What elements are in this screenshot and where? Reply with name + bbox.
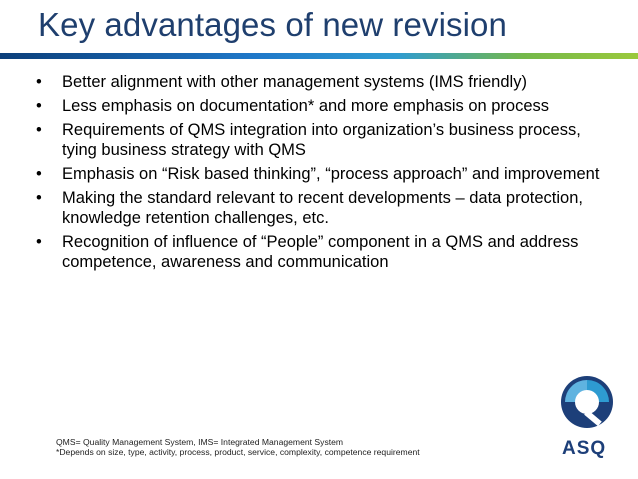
asq-logo-text: ASQ xyxy=(562,438,607,459)
footnote-asterisk: *Depends on size, type, activity, process, product, service, complexity, competence requirement xyxy=(56,447,420,457)
footnote xyxy=(56,437,420,457)
bullet-list xyxy=(36,72,616,276)
slide-title: Key advantages of new revision xyxy=(38,6,507,43)
footnote-abbreviations: QMS= Quality Management System, IMS= Integrated Management System xyxy=(56,437,344,447)
bullet-text: Emphasis on “Risk based thinking”, “process approach” and improvement xyxy=(62,165,600,183)
bullet-marker: • xyxy=(36,189,42,207)
bullet-marker: • xyxy=(36,121,42,139)
bullet-marker: • xyxy=(36,73,42,91)
bullet-item xyxy=(36,96,616,116)
bullet-item xyxy=(36,72,616,92)
bullet-text: Making the standard relevant to recent developments – data protection, knowledge retention challenges, etc. xyxy=(62,189,583,227)
bullet-text: Less emphasis on documentation* and more emphasis on process xyxy=(62,97,550,115)
bullet-marker: • xyxy=(36,97,42,115)
bullet-item xyxy=(36,164,616,184)
bullet-marker: • xyxy=(36,233,42,251)
bullet-text: Recognition of influence of “People” component in a QMS and address competence, awareness and communication xyxy=(62,233,579,271)
bullet-text: Better alignment with other management systems (IMS friendly) xyxy=(62,73,527,91)
bullet-text: Requirements of QMS integration into organization’s business process, tying business strategy with QMS xyxy=(62,121,581,159)
bullet-item xyxy=(36,232,616,272)
bullet-item xyxy=(36,188,616,228)
bullet-item xyxy=(36,120,616,160)
title-accent-bar xyxy=(0,53,638,59)
bullet-marker: • xyxy=(36,165,42,183)
